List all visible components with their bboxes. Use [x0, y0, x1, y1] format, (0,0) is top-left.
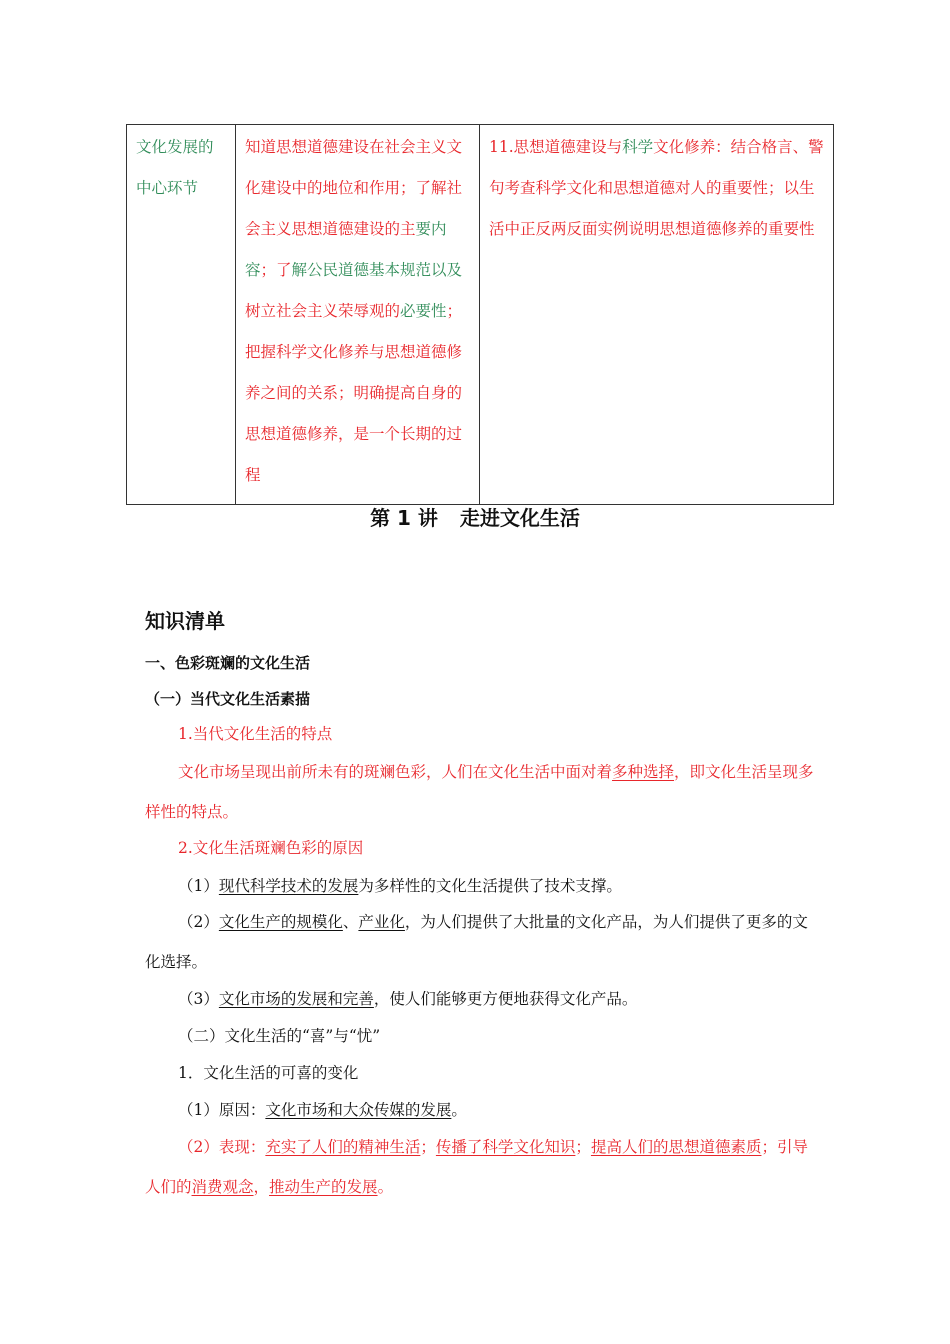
cell-text-run: 科学: [622, 138, 654, 156]
reason-item-1: （1）现代科学技术的发展为多样性的文化生活提供了技术支撑。: [178, 877, 622, 895]
topic-cell: 文化发展的中心环节: [127, 125, 236, 505]
reason-item-3: （3）文化市场的发展和完善，使人们能够更方便地获得文化产品。: [178, 990, 638, 1008]
lecture-title: [0, 502, 950, 534]
key-term: 文化市场和大众传媒的发展: [265, 1101, 452, 1119]
heading-level-1: 一、色彩斑斓的文化生活: [145, 654, 311, 672]
table-row: [127, 125, 834, 505]
performance-item: （2）表现：充实了人们的精神生活；传播了科学文化知识；提高人们的思想道德素质；引导人们的消费观念，推动生产的发展。: [145, 1138, 808, 1196]
heading-level-2: （一）当代文化生活素描: [145, 690, 311, 708]
key-term: 充实了人们的精神生活: [265, 1138, 421, 1156]
cell-text-run: 解公民道德基本规范以及: [291, 261, 463, 279]
key-term: 产业化: [358, 913, 405, 931]
point-heading-1: 1.当代文化生活的特点: [178, 725, 333, 743]
cell-text-run: ；了: [260, 261, 292, 279]
reason-item-2: （2）文化生产的规模化、产业化，为人们提供了大批量的文化产品，为人们提供了更多的文化选择。: [145, 913, 808, 971]
cause-item: （1）原因：文化市场和大众传媒的发展。: [178, 1101, 467, 1119]
lecture-number: 第 1 讲: [370, 506, 438, 530]
key-term: 文化生产的规模化: [218, 913, 343, 931]
point-heading-changes: 1．文化生活的可喜的变化: [178, 1064, 359, 1082]
key-term: 现代科学技术的发展: [218, 877, 359, 895]
cell-text-run: 知道思想道德建设在社会主义文化建设中的地位和作用；了解社会主义思想道德建设的主: [245, 138, 463, 238]
key-term: 提高人们的思想道德素质: [590, 1138, 762, 1156]
exam-point-cell: [480, 125, 834, 505]
cell-text-run: 必要性: [400, 302, 447, 320]
section-heading: 知识清单: [145, 609, 225, 633]
syllabus-table: [126, 124, 834, 505]
key-term: 消费观念: [191, 1178, 254, 1196]
cell-text-run: 文化修养：结合格言、警句考查科学文化和思想道德对人的重要性；以生活中正反两反面实例说明思想道德修养的重要性: [489, 138, 824, 238]
key-term: 文化市场的发展和完善: [218, 990, 374, 1008]
cell-text-run: 要内容: [245, 220, 447, 279]
lecture-name: 走进文化生活: [459, 506, 580, 530]
requirement-cell: [236, 125, 480, 505]
cell-text-run: 11.思想道德建设与: [489, 138, 623, 156]
key-term: 传播了科学文化知识: [435, 1138, 576, 1156]
key-term: 多种选择: [612, 763, 675, 781]
subsection-heading: （二）文化生活的“喜”与“忧”: [178, 1027, 381, 1045]
point-heading-2: 2.文化生活斑斓色彩的原因: [178, 839, 364, 857]
paragraph-characteristics: 文化市场呈现出前所未有的斑斓色彩，人们在文化生活中面对着多种选择，即文化生活呈现多样性的特点。: [145, 763, 814, 821]
cell-text-run: 树立社会主义荣辱观的: [245, 302, 401, 320]
cell-text-run: ；把握科学文化修养与思想道德修养之间的关系；明确提高自身的思想道德修养，是一个长期的过程: [245, 302, 463, 484]
key-term: 推动生产的发展: [269, 1178, 378, 1196]
